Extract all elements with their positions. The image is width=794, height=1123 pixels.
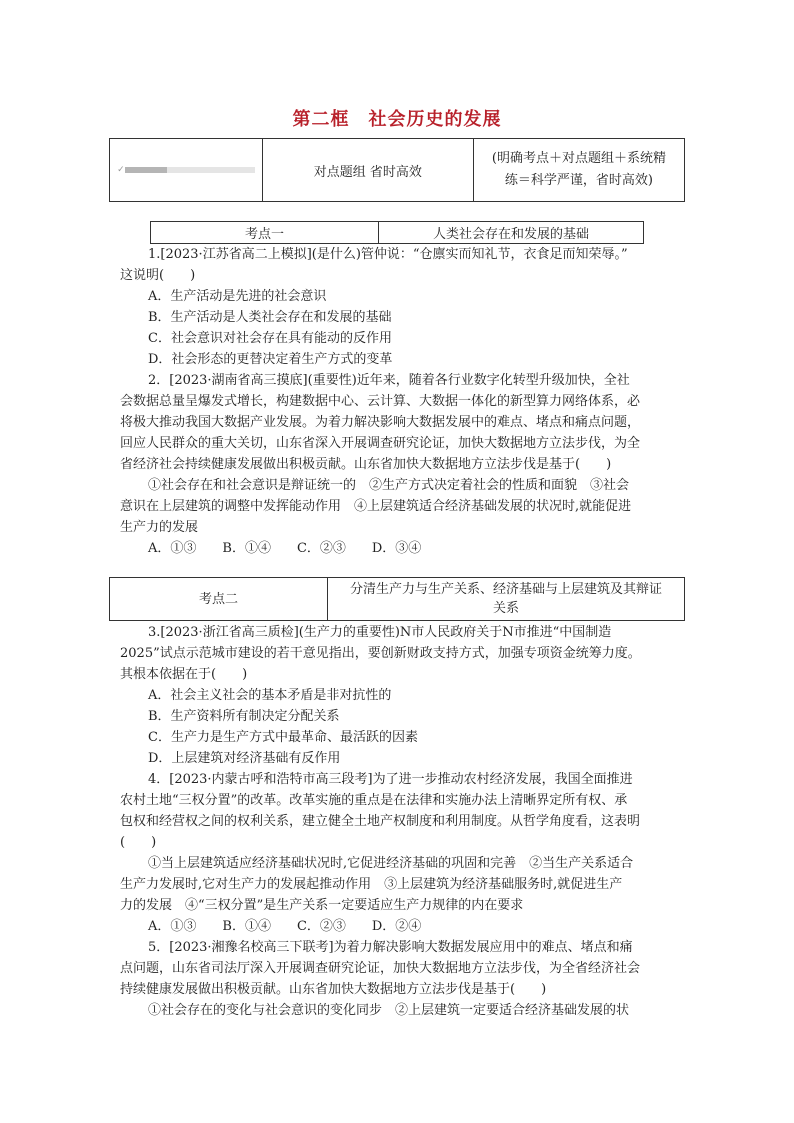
option-line: B．生产资料所有制决定分配关系 [148,709,340,724]
text-line: 1.[2023·江苏省高二上模拟](是什么)管仲说：“仓廪实而知礼节，衣食足而知荣辱。” [148,247,628,262]
text-line: 会数据总量呈爆发式增长，构建数据中心、云计算、大数据一体化的新型算力网络体系，必 [120,394,641,409]
header-col3-line2: 练＝科学严谨，省时高效) [504,173,653,188]
text-line: ①当上层建筑适应经济基础状况时,它促进经济基础的巩固和完善 ②当生产关系适合 [148,856,634,871]
text-line: 力的发展 ④“三权分置”是生产关系一定要适应生产力规律的内在要求 [120,898,524,913]
text-line: 生产力发展时,它对生产力的发展起推动作用 ③上层建筑为经济基础服务时,就促进生产 [120,877,623,892]
header-col3-line1: (明确考点＋对点题组＋系统精 [491,151,666,166]
kaodian2-table [109,577,685,621]
answer-options: A．①③ B．①④ C．②③ D．③④ [148,541,422,556]
text-line: 农村土地“三权分置”的改革。改革实施的重点是在法律和实施办法上清晰界定所有权、承 [120,793,628,808]
text-line: 将极大推动我国大数据产业发展。为着力解决影响大数据发展中的难点、堵点和痛点问题， [120,415,641,430]
option-line: C．社会意识对社会存在具有能动的反作用 [148,331,392,346]
header-col3 [473,139,684,202]
text-line: 生产力的发展 [120,520,199,535]
text-line: 回应人民群众的重大关切，山东省深入开展调查研究论证，加快大数据地方立法步伐，为全 [120,436,641,451]
logo-bar [125,167,255,173]
text-line: ①社会存在和社会意识是辩证统一的 ②生产方式决定着社会的性质和面貌 ③社会 [148,478,630,493]
option-line: A．生产活动是先进的社会意识 [148,289,327,304]
kaodian2-topic-line1: 分清生产力与生产关系、经济基础与上层建筑及其辩证 [349,582,662,597]
text-line: 2．[2023·湖南省高三摸底](重要性)近年来，随着各行业数字化转型升级加快，全社 [148,373,630,388]
kaodian2-label: 考点二 [110,578,328,621]
option-line: C．生产力是生产方式中最革命、最活跃的因素 [148,730,418,745]
text-line: 包权和经营权之间的权利关系，建立健全土地产权制度和利用制度。从哲学角度看，这表明 [120,814,641,829]
kaodian1-topic: 人类社会存在和发展的基础 [379,222,644,244]
text-line: 点问题，山东省司法厅深入开展调查研究论证，加快大数据地方立法步伐，为全省经济社会 [120,961,641,976]
text-line: 其根本依据在于( ) [120,667,248,682]
kaodian1-label: 考点一 [151,222,379,244]
option-line: D．社会形态的更替决定着生产方式的变革 [148,352,393,367]
text-line: 这说明( ) [120,268,196,283]
text-line: 2025”试点示范城市建设的若干意见指出，要创新财政支持方式，加强专项资金统筹力度。 [120,646,641,661]
kaodian2-topic [328,578,685,621]
answer-options: A．①③ B．①④ C．②③ D．②④ [148,919,422,934]
text-line: 意识在上层建筑的调整中发挥能动作用 ④上层建筑适合经济基础发展的状况时,就能促进 [120,499,632,514]
page-title: 第二框 社会历史的发展 [292,109,502,130]
header-col2: 对点题组 省时高效 [262,139,473,202]
option-line: B．生产活动是人类社会存在和发展的基础 [148,310,392,325]
text-line: 省经济社会持续健康发展做出积极贡献。山东省加快大数据地方立法步伐是基于( ) [120,457,612,472]
option-line: A．社会主义社会的基本矛盾是非对抗性的 [148,688,392,703]
text-line: ①社会存在的变化与社会意识的变化同步 ②上层建筑一定要适合经济基础发展的状 [148,1003,630,1018]
option-line: D．上层建筑对经济基础有反作用 [148,751,341,766]
kaodian2-topic-line2: 关系 [492,601,519,616]
text-line: 5．[2023·湘豫名校高三下联考]为着力解决影响大数据发展应用中的难点、堵点和痛 [148,940,633,955]
header-table [109,138,685,202]
text-line: 持续健康发展做出积极贡献。山东省加快大数据地方立法步伐是基于( ) [120,982,547,997]
check-icon: ✓ [117,165,125,175]
text-line: ( ) [120,835,157,850]
text-line: 3.[2023·浙江省高三质检](生产力的重要性)N市人民政府关于N市推进“中国制造 [148,625,612,640]
logo-cell [110,139,263,202]
text-line: 4．[2023·内蒙古呼和浩特市高三段考]为了进一步推动农村经济发展，我国全面推进 [148,772,633,787]
kaodian1-table [150,221,644,244]
